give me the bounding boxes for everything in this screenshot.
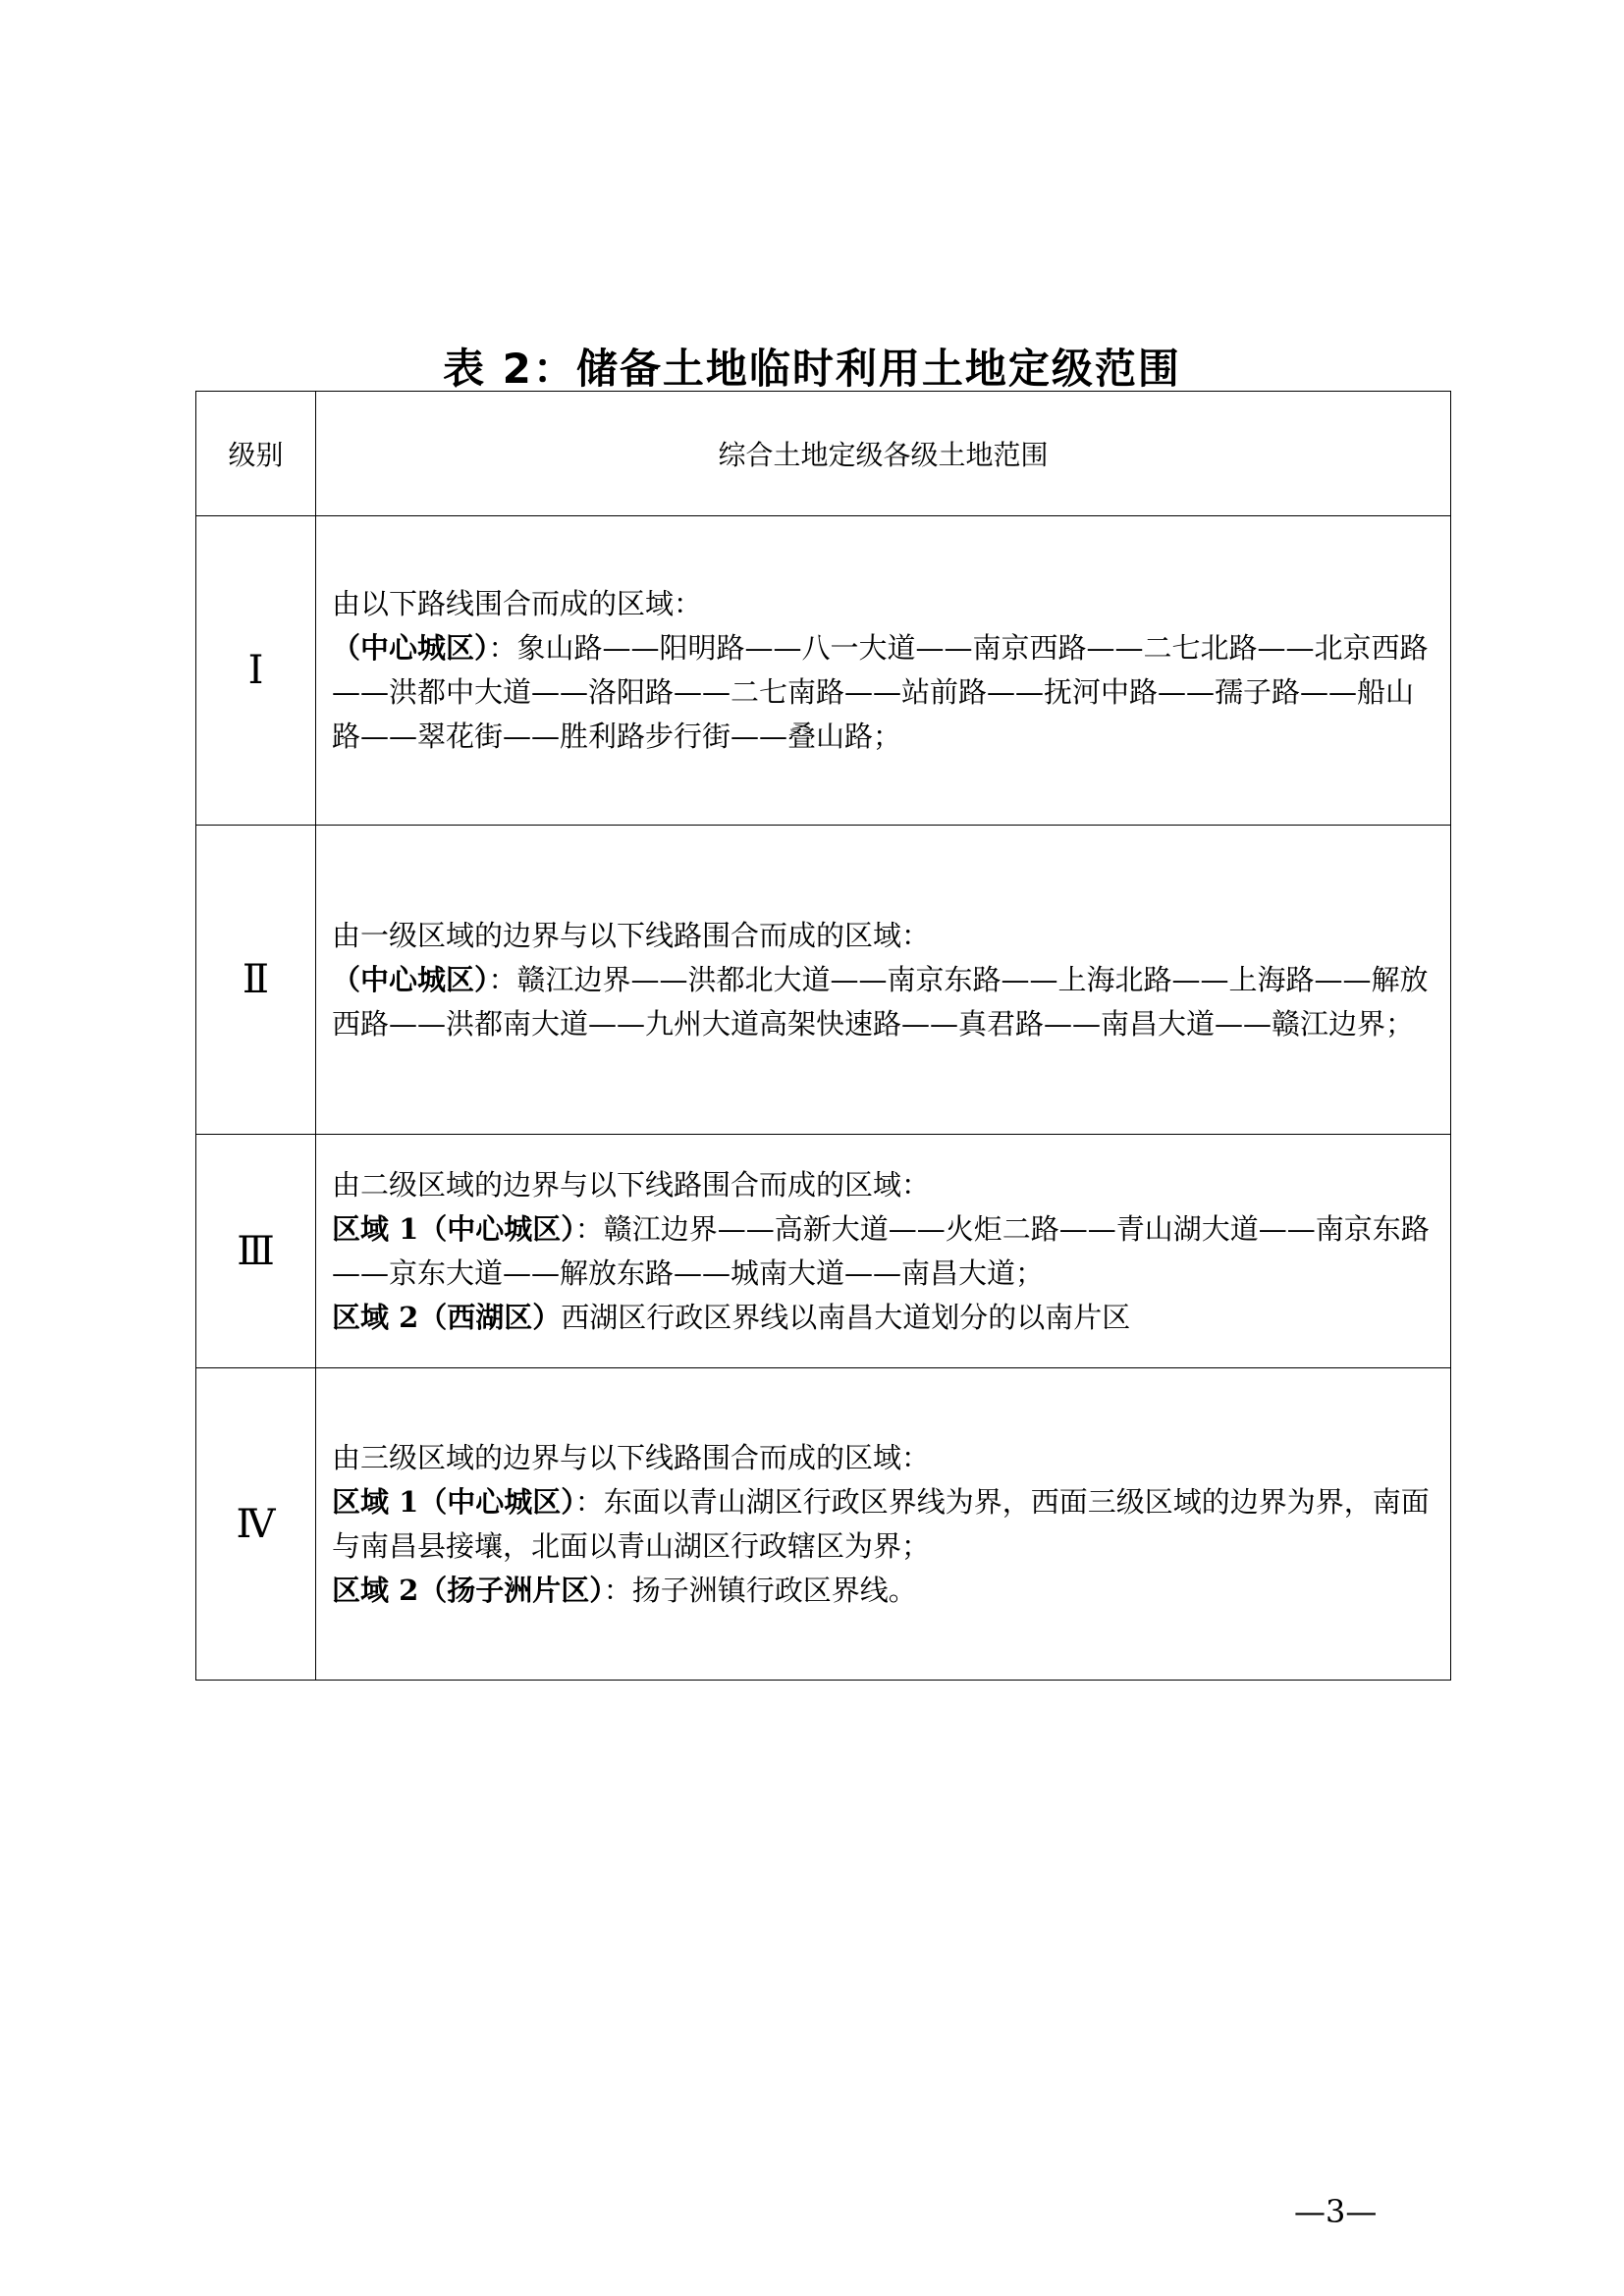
range-cell (316, 1135, 1451, 1368)
header-range: 综合土地定级各级土地范围 (316, 392, 1451, 516)
table-row (196, 1135, 1451, 1368)
level-cell: Ⅰ (196, 516, 316, 826)
area-text: ：东面以青山湖区行政区界线为界，西面三级区域的边界为界，南面与南昌县接壤，北面以青山湖区行政辖区为界； (332, 1484, 1430, 1563)
range-intro: 由一级区域的边界与以下线路围合而成的区域： (332, 918, 931, 952)
area-text: ：赣江边界——高新大道——火炬二路——青山湖大道——南京东路——京东大道——解放东路——城南大道——南昌大道； (332, 1211, 1430, 1290)
range-cell (316, 516, 1451, 826)
area-text: 西湖区行政区界线以南昌大道划分的以南片区 (561, 1300, 1131, 1334)
range-paragraph (332, 1296, 1436, 1340)
range-cell (316, 1368, 1451, 1681)
area-label: 区域 1（中心城区） (332, 1211, 575, 1246)
area-label: （中心城区） (332, 962, 489, 996)
range-paragraph (332, 958, 1436, 1046)
table-row (196, 826, 1451, 1135)
table-header-row (196, 392, 1451, 516)
level-cell: Ⅳ (196, 1368, 316, 1681)
range-paragraph (332, 1480, 1436, 1569)
area-text: ：扬子洲镇行政区界线。 (603, 1573, 917, 1607)
area-text: ：象山路——阳明路——八一大道——南京西路——二七北路——北京西路——洪都中大道——洛阳路——二七南路——站前路——抚河中路——孺子路——船山路——翠花街——胜利路步行街——叠山路； (332, 631, 1429, 753)
table-row (196, 1368, 1451, 1681)
area-label: 区域 2（扬子洲片区） (332, 1573, 604, 1607)
level-cell: Ⅲ (196, 1135, 316, 1368)
range-paragraph (332, 1569, 1436, 1613)
land-grade-table (195, 391, 1451, 1681)
page-number: —3— (1294, 2193, 1378, 2230)
range-paragraph (332, 626, 1436, 759)
area-label: 区域 2（西湖区） (332, 1300, 562, 1334)
range-paragraph (332, 1207, 1436, 1296)
table-title: 表 2：储备土地临时利用土地定级范围 (443, 345, 1181, 393)
area-label: 区域 1（中心城区） (332, 1484, 575, 1519)
level-cell: Ⅱ (196, 826, 316, 1135)
range-cell (316, 826, 1451, 1135)
table-row (196, 516, 1451, 826)
range-intro: 由二级区域的边界与以下线路围合而成的区域： (332, 1167, 931, 1201)
area-text: ：赣江边界——洪都北大道——南京东路——上海北路——上海路——解放西路——洪都南大道——九州大道高架快速路——真君路——南昌大道——赣江边界； (332, 962, 1429, 1041)
area-label: （中心城区） (332, 631, 489, 665)
range-intro: 由以下路线围合而成的区域： (332, 587, 703, 620)
range-intro: 由三级区域的边界与以下线路围合而成的区域： (332, 1440, 931, 1474)
header-level: 级别 (196, 392, 316, 516)
